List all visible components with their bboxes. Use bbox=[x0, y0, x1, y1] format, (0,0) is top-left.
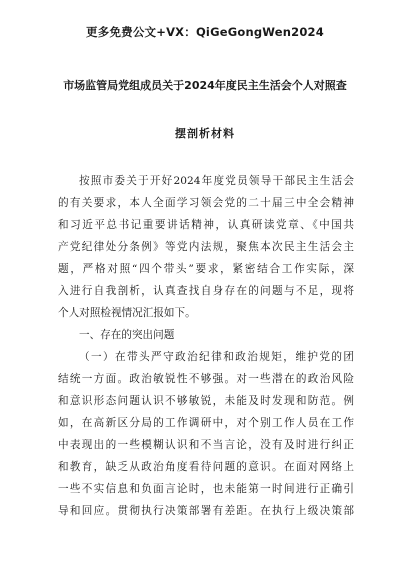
section-line: 一些不实信息和负面言论时，也未能第一时间进行正确引 bbox=[58, 483, 354, 495]
intro-line: 产党纪律处分条例》等党内法规，聚焦本次民主生活会主 bbox=[58, 241, 354, 253]
intro-line: 按照市委关于开好2024年度党员领导干部民主生活会 bbox=[79, 175, 354, 187]
section-line: （一）在带头严守政治纪律和政治规矩，维护党的团 bbox=[79, 351, 354, 363]
document-title-line-1: 市场监管局党组成员关于2024年度民主生活会个人对照查 bbox=[63, 79, 347, 92]
section-line: 如，在高新区分局的工作调研中，对个别工作人员在工作 bbox=[58, 417, 354, 429]
intro-line: 和习近平总书记重要讲话精神，认真研读党章、《中国共 bbox=[58, 219, 354, 231]
document-title-line-2: 摆剖析材料 bbox=[175, 127, 235, 140]
intro-line: 入进行自我剖析，认真查找自身存在的问题与不足，现将 bbox=[58, 285, 354, 297]
section-heading: 一、存在的突出问题 bbox=[79, 329, 175, 341]
section-line: 结统一方面。政治敏锐性不够强。对一些潜在的政治风险 bbox=[58, 373, 354, 385]
intro-line: 个人对照检视情况汇报如下。 bbox=[58, 307, 196, 319]
section-line: 导和回应。贯彻执行决策部署有差距。在执行上级决策部 bbox=[58, 505, 354, 517]
section-line: 和意识形态问题认识不够敏锐，未能及时发现和防范。例 bbox=[58, 395, 354, 407]
watermark-text: 更多免费公文+VX：QiGeGongWen2024 bbox=[86, 25, 324, 39]
document-body bbox=[58, 170, 354, 522]
intro-line: 题，严格对照“四个带头”要求，紧密结合工作实际，深 bbox=[58, 263, 354, 275]
intro-line: 的有关要求，本人全面学习领会党的二十届三中全会精神 bbox=[58, 197, 354, 209]
section-line: 中表现出的一些模糊认识和不当言论，没有及时进行纠正 bbox=[58, 439, 354, 451]
section-line: 和教育，缺乏从政治角度看待问题的意识。在面对网络上 bbox=[58, 461, 354, 473]
